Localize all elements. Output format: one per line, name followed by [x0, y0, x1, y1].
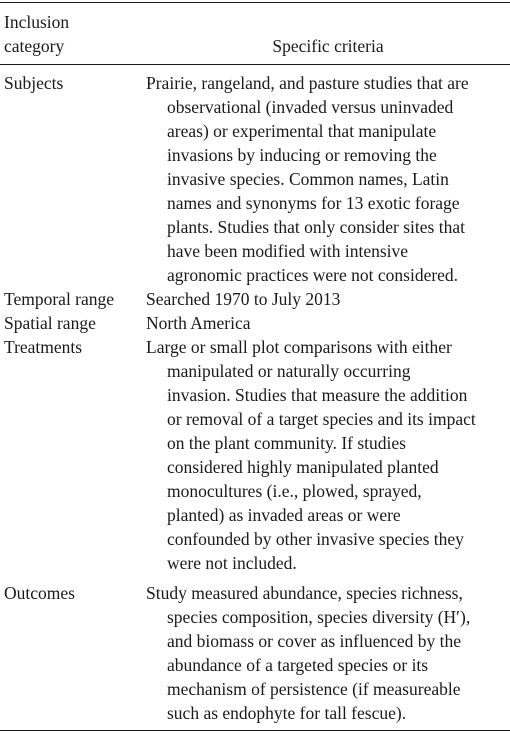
criteria-line: Study measured abundance, species richness,: [146, 583, 463, 603]
criteria-line: planted) as invaded areas or were: [167, 505, 401, 525]
criteria-line: were not included.: [167, 553, 297, 573]
criteria-line: Prairie, rangeland, and pasture studies that are: [146, 73, 469, 93]
criteria-line: have been modified with intensive: [167, 241, 409, 261]
criteria-line: invasion. Studies that measure the addition: [167, 385, 468, 405]
row-category: Temporal range: [4, 289, 115, 309]
criteria-line: names and synonyms for 13 exotic forage: [167, 193, 460, 213]
criteria-line: invasive species. Common names, Latin: [167, 169, 449, 189]
criteria-line: such as endophyte for tall fescue).: [167, 703, 407, 723]
row-criteria: [146, 287, 506, 311]
header-col1-line1: Inclusion: [4, 12, 70, 32]
criteria-line: observational (invaded versus uninvaded: [167, 97, 454, 117]
criteria-line: areas) or experimental that manipulate: [167, 121, 437, 141]
criteria-line: plants. Studies that only consider sites that: [167, 217, 465, 237]
row-criteria: [146, 311, 506, 335]
header-specific-criteria: Specific criteria: [272, 36, 384, 56]
criteria-line: North America: [146, 313, 251, 333]
header-inclusion-category: [4, 10, 134, 58]
row-category: Outcomes: [4, 583, 75, 603]
row-criteria: [146, 335, 506, 575]
row-criteria: [146, 71, 506, 287]
criteria-line: and biomass or cover as influenced by the: [167, 631, 462, 651]
table-header-rule: [0, 64, 510, 65]
criteria-line: considered highly manipulated planted: [167, 457, 439, 477]
criteria-line: on the plant community. If studies: [167, 433, 406, 453]
criteria-line: confounded by other invasive species they: [167, 529, 464, 549]
criteria-line: agronomic practices were not considered.: [167, 265, 459, 285]
header-col1-line2: category: [4, 36, 65, 56]
criteria-line: Large or small plot comparisons with either: [146, 337, 452, 357]
criteria-line: manipulated or naturally occurring: [167, 361, 411, 381]
criteria-line: species composition, species diversity (H′),: [167, 607, 471, 627]
criteria-line: monocultures (i.e., plowed, sprayed,: [167, 481, 422, 501]
table-top-rule: [0, 2, 510, 3]
row-criteria: [146, 581, 506, 725]
criteria-line: or removal of a target species and its impact: [167, 409, 476, 429]
row-category: Treatments: [4, 337, 83, 357]
row-category: Subjects: [4, 73, 64, 93]
table-bottom-rule: [0, 730, 510, 731]
criteria-line: mechanism of persistence (if measureable: [167, 679, 461, 699]
criteria-line: abundance of a targeted species or its: [167, 655, 429, 675]
row-category: Spatial range: [4, 313, 96, 333]
criteria-line: invasions by inducing or removing the: [167, 145, 437, 165]
criteria-line: Searched 1970 to July 2013: [146, 289, 341, 309]
